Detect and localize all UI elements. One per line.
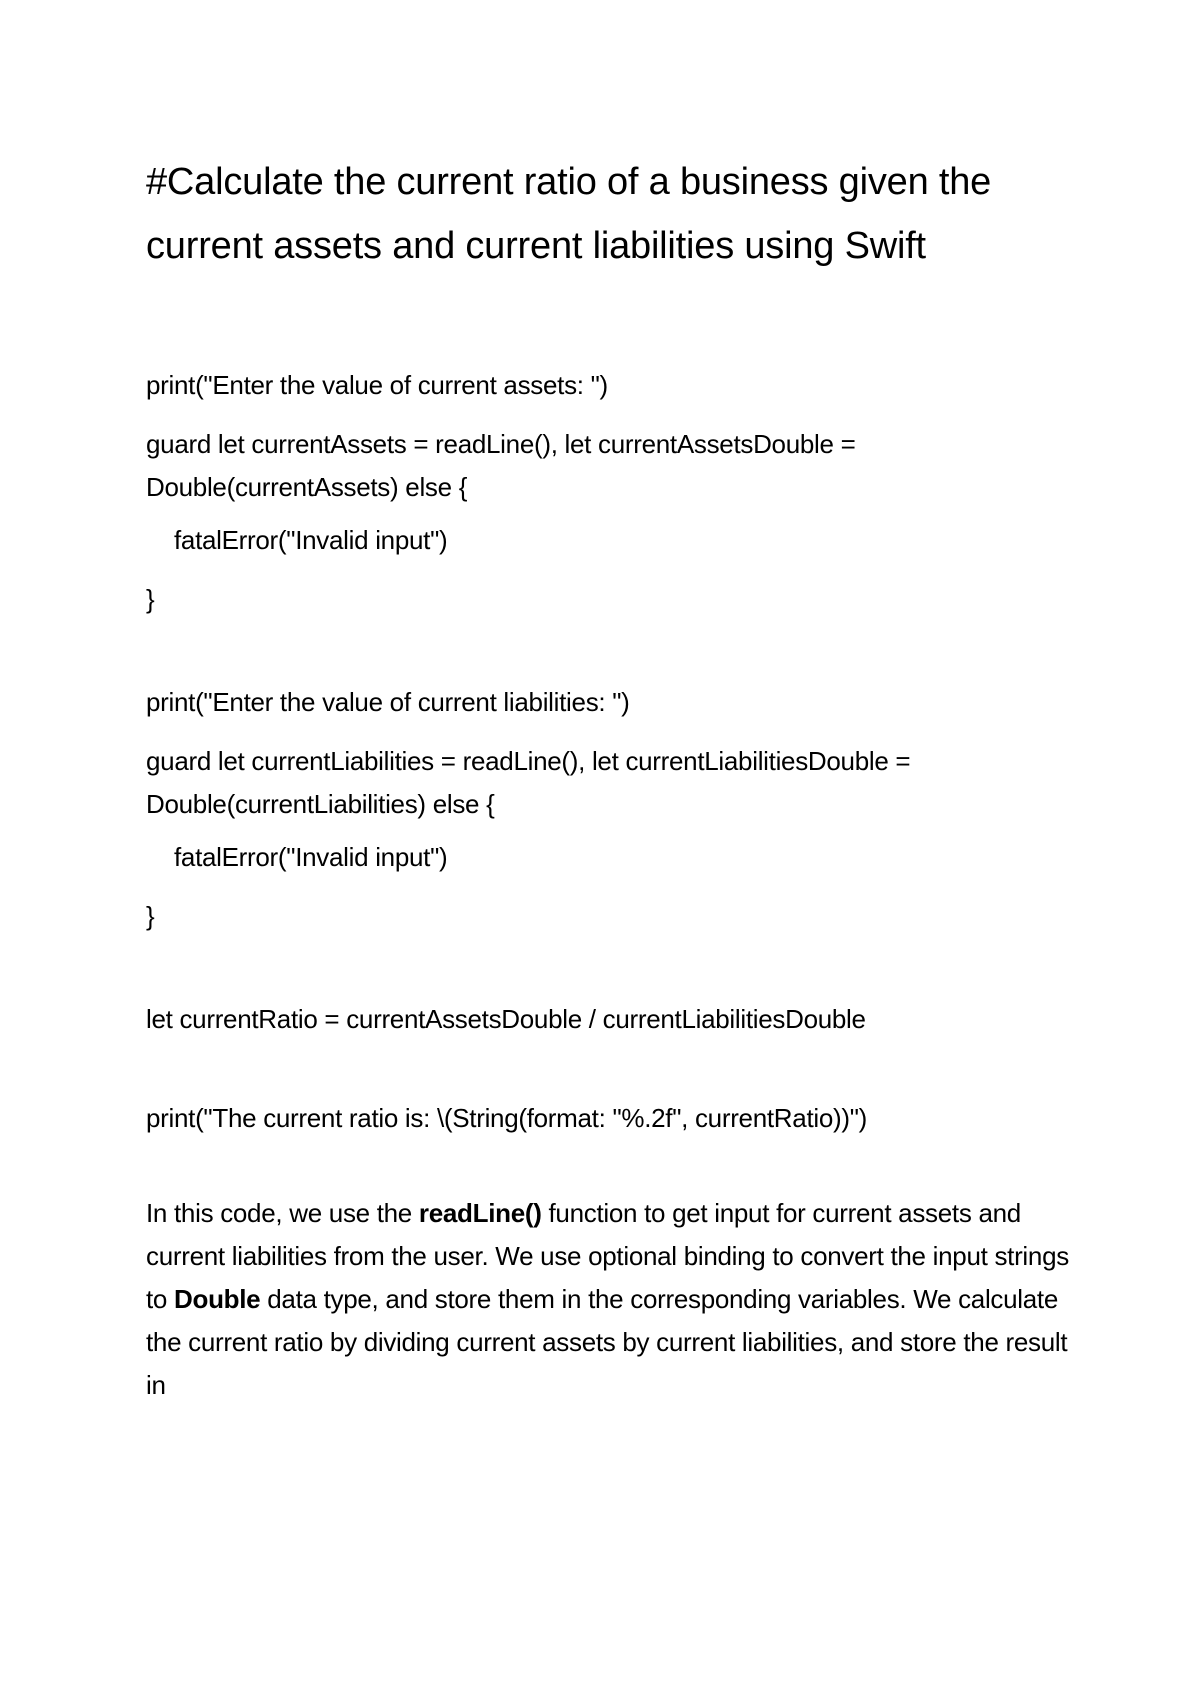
document-content — [146, 150, 1076, 1433]
code-line-print-assets: print("Enter the value of current assets: ") — [146, 370, 608, 400]
explanation-bold-double: Double — [174, 1284, 261, 1314]
code-line-guard-assets: guard let currentAssets = readLine(), let currentAssetsDouble = Double(currentAssets) else { — [146, 429, 863, 502]
explanation-text-1: In this code, we use the — [146, 1198, 419, 1228]
code-line-fatal-assets: fatalError("Invalid input") — [174, 525, 448, 555]
code-line-guard-liabilities: guard let currentLiabilities = readLine(), let currentLiabilitiesDouble = Double(currentLiabilities) else { — [146, 746, 918, 819]
explanation-text-2: function to get input for current assets and current liabilities from the user. We use optional binding to convert the input strings to — [146, 1198, 1069, 1314]
code-line-close-assets: } — [146, 584, 155, 614]
code-line-print-liabilities: print("Enter the value of current liabilities: ") — [146, 687, 630, 717]
explanation-bold-readline: readLine() — [418, 1198, 542, 1228]
document-title: #Calculate the current ratio of a business given the current assets and current liabilities using Swift — [146, 161, 992, 267]
code-line-close-liabilities: } — [146, 901, 155, 931]
code-line-ratio: let currentRatio = currentAssetsDouble / currentLiabilitiesDouble — [146, 1004, 866, 1034]
explanation-text-3: data type, and store them in the corresponding variables. We calculate the current ratio by dividing current assets by current liabilities, and store the result in — [146, 1284, 1068, 1400]
code-line-print-result: print("The current ratio is: \(String(format: "%.2f", currentRatio))") — [146, 1103, 868, 1133]
explanation-paragraph — [146, 1192, 1076, 1407]
code-line-fatal-liabilities: fatalError("Invalid input") — [174, 842, 448, 872]
code-block — [146, 364, 1076, 1140]
